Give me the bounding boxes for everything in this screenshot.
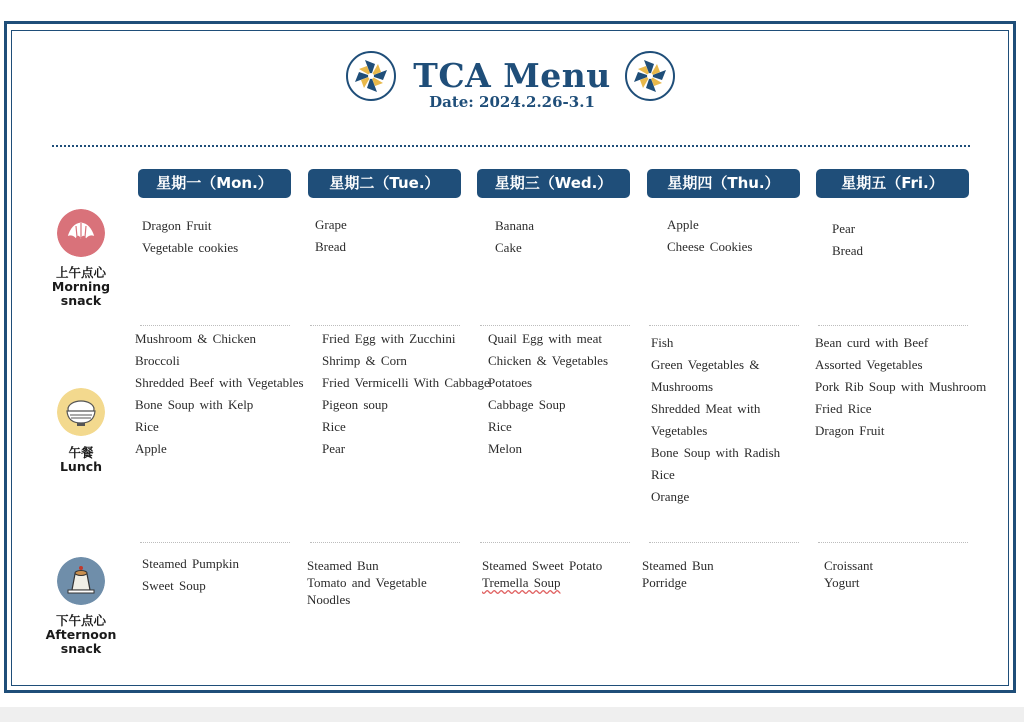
menu-item: Cabbage Soup [488,397,566,412]
menu-item: Orange [651,489,690,504]
menu-item: Melon [488,441,522,456]
menu-item: Pork Rib Soup with Mushroom [815,379,987,394]
menu-item: Bone Soup with Radish [651,445,781,460]
menu-item: Broccoli [135,353,180,368]
menu-cell-afternoon-wed [482,557,602,591]
bottom-band [0,707,1024,722]
menu-item: Pear [832,221,856,236]
row-separator [649,542,799,543]
menu-item: Fried Egg with Zucchini [322,331,456,346]
menu-item: Shredded Meat with [651,401,761,416]
menu-item: Pigeon soup [322,397,388,412]
menu-item: Sweet Soup [142,578,206,593]
menu-item: Rice [651,467,675,482]
lunch-zh: 午餐 [68,445,94,460]
menu-item: Cheese Cookies [667,239,753,254]
morning-snack-en-1: Morning [51,279,111,294]
menu-cell-afternoon-fri [824,557,873,591]
morning-snack-en-2: snack [60,293,102,308]
menu-item: Mushrooms [651,379,714,394]
menu-item: Cake [495,240,522,255]
menu-item: Rice [488,419,512,434]
menu-item: Steamed Sweet Potato [482,558,603,573]
page-title: TCA Menu [413,56,611,95]
row-separator [310,325,460,326]
menu-item: Rice [322,419,346,434]
menu-item: Quail Egg with meat [488,331,602,346]
menu-item: Grape [315,217,347,232]
row-separator [480,542,630,543]
croissant-icon [57,209,105,257]
menu-item: Dragon Fruit [815,423,885,438]
menu-item: Shrimp & Corn [322,353,407,368]
menu-item: Fried Rice [815,401,872,416]
day-header-thu: 星期四（Thu.） [647,169,800,198]
row-separator [140,542,290,543]
menu-item: Steamed Bun [307,558,379,573]
menu-item: Chicken & Vegetables [488,353,609,368]
menu-item: Mushroom & Chicken [135,331,256,346]
menu-item: Tremella Soup [482,575,561,590]
menu-item: Croissant [824,558,874,573]
pudding-icon [57,557,105,605]
lunch-en: Lunch [59,459,103,474]
menu-cell-lunch-fri [815,332,986,442]
row-separator [140,325,290,326]
menu-cell-lunch-wed [488,328,608,460]
menu-item: Vegetables [651,423,708,438]
menu-item: Potatoes [488,375,533,390]
menu-item: Pear [322,441,346,456]
day-header-mon: 星期一（Mon.） [138,169,291,198]
menu-item: Green Vegetables & [651,357,760,372]
afternoon-snack-en-1: Afternoon [45,627,117,642]
date-range: Date: 2024.2.26-3.1 [429,93,595,111]
menu-cell-morning-tue [315,214,347,258]
header-divider [52,145,970,147]
morning-snack-zh: 上午点心 [55,265,106,280]
menu-cell-afternoon-thu [642,557,714,591]
menu-cell-lunch-tue [322,328,490,460]
day-header-fri: 星期五（Fri.） [816,169,969,198]
menu-item: Fish [651,335,674,350]
menu-item: Bean curd with Beef [815,335,929,350]
menu-item: Fried Vermicelli With Cabbage [322,375,490,390]
row-separator [818,542,968,543]
row-separator [310,542,460,543]
menu-item: Assorted Vegetables [815,357,923,372]
menu-item: Vegetable cookies [142,240,239,255]
rice-bowl-icon [57,388,105,436]
row-separator [818,325,968,326]
menu-cell-afternoon-mon [142,553,239,597]
menu-cell-morning-wed [495,215,534,259]
menu-item: Apple [667,217,699,232]
menu-item: Tomato and Vegetable [307,575,427,590]
menu-item: Shredded Beef with Vegetables [135,375,304,390]
menu-cell-lunch-mon [135,328,304,460]
menu-item: Apple [135,441,167,456]
menu-item: Noodles [307,592,351,607]
menu-item: Banana [495,218,534,233]
menu-cell-morning-fri [832,218,863,262]
menu-item: Dragon Fruit [142,218,212,233]
menu-item: Porridge [642,575,687,590]
row-separator [480,325,630,326]
menu-cell-afternoon-tue [307,557,427,608]
menu-item: Steamed Pumpkin [142,556,239,571]
row-separator [649,325,799,326]
menu-cell-morning-thu [667,214,752,258]
afternoon-snack-en-2: snack [60,641,102,656]
menu-cell-lunch-thu [651,332,780,508]
menu-item: Bone Soup with Kelp [135,397,254,412]
menu-item: Rice [135,419,159,434]
day-header-wed: 星期三（Wed.） [477,169,630,198]
day-header-tue: 星期二（Tue.） [308,169,461,198]
menu-item: Bread [315,239,347,254]
menu-item: Yogurt [824,575,860,590]
menu-item: Bread [832,243,864,258]
menu-cell-morning-mon [142,215,238,259]
menu-item: Steamed Bun [642,558,714,573]
afternoon-snack-zh: 下午点心 [55,613,106,628]
